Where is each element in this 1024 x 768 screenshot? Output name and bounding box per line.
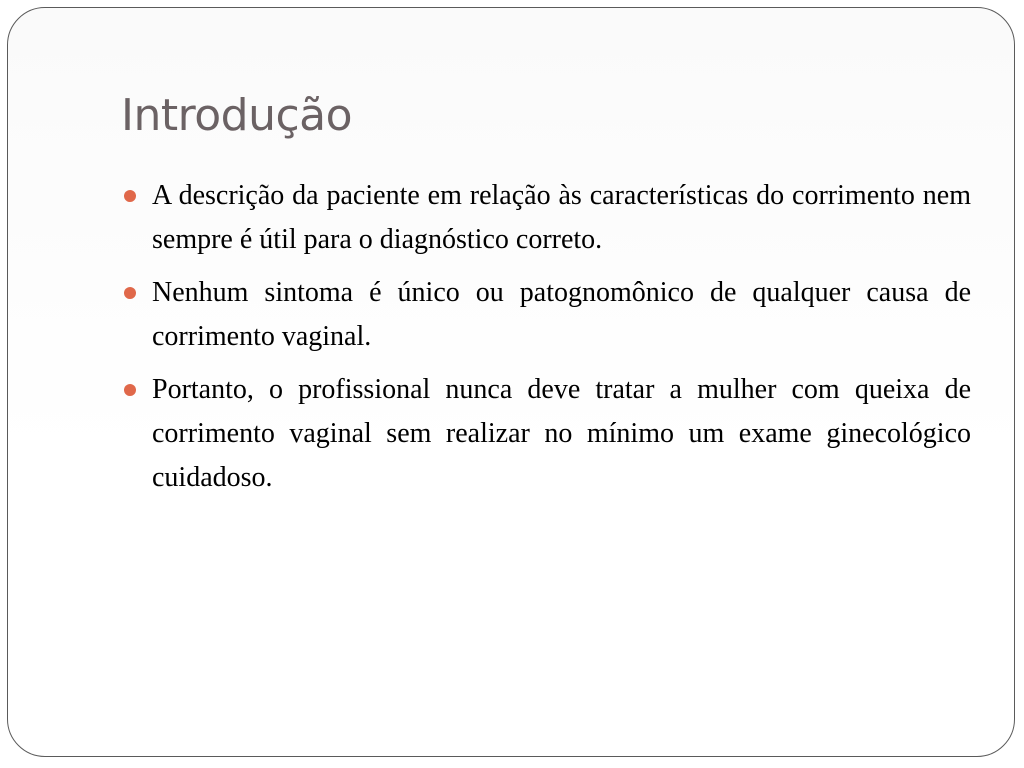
bullet-list: [121, 174, 971, 509]
bullet-item-1: [121, 174, 971, 262]
slide-title: Introdução: [121, 90, 353, 141]
bullet-item-3: [121, 368, 971, 500]
bullet-text: Nenhum sintoma é único ou patognomônico de qualquer causa de corrimento vaginal.: [152, 277, 971, 352]
bullet-dot-icon: [124, 384, 136, 396]
bullet-text: Portanto, o profissional nunca deve tratar a mulher com queixa de corrimento vaginal sem realizar no mínimo um exame ginecológico cuidadoso.: [152, 374, 971, 493]
slide-frame: [7, 7, 1015, 757]
bullet-text: A descrição da paciente em relação às características do corrimento nem sempre é útil para o diagnóstico correto.: [152, 180, 971, 255]
bullet-dot-icon: [124, 287, 136, 299]
bullet-item-2: [121, 271, 971, 359]
bullet-dot-icon: [124, 190, 136, 202]
